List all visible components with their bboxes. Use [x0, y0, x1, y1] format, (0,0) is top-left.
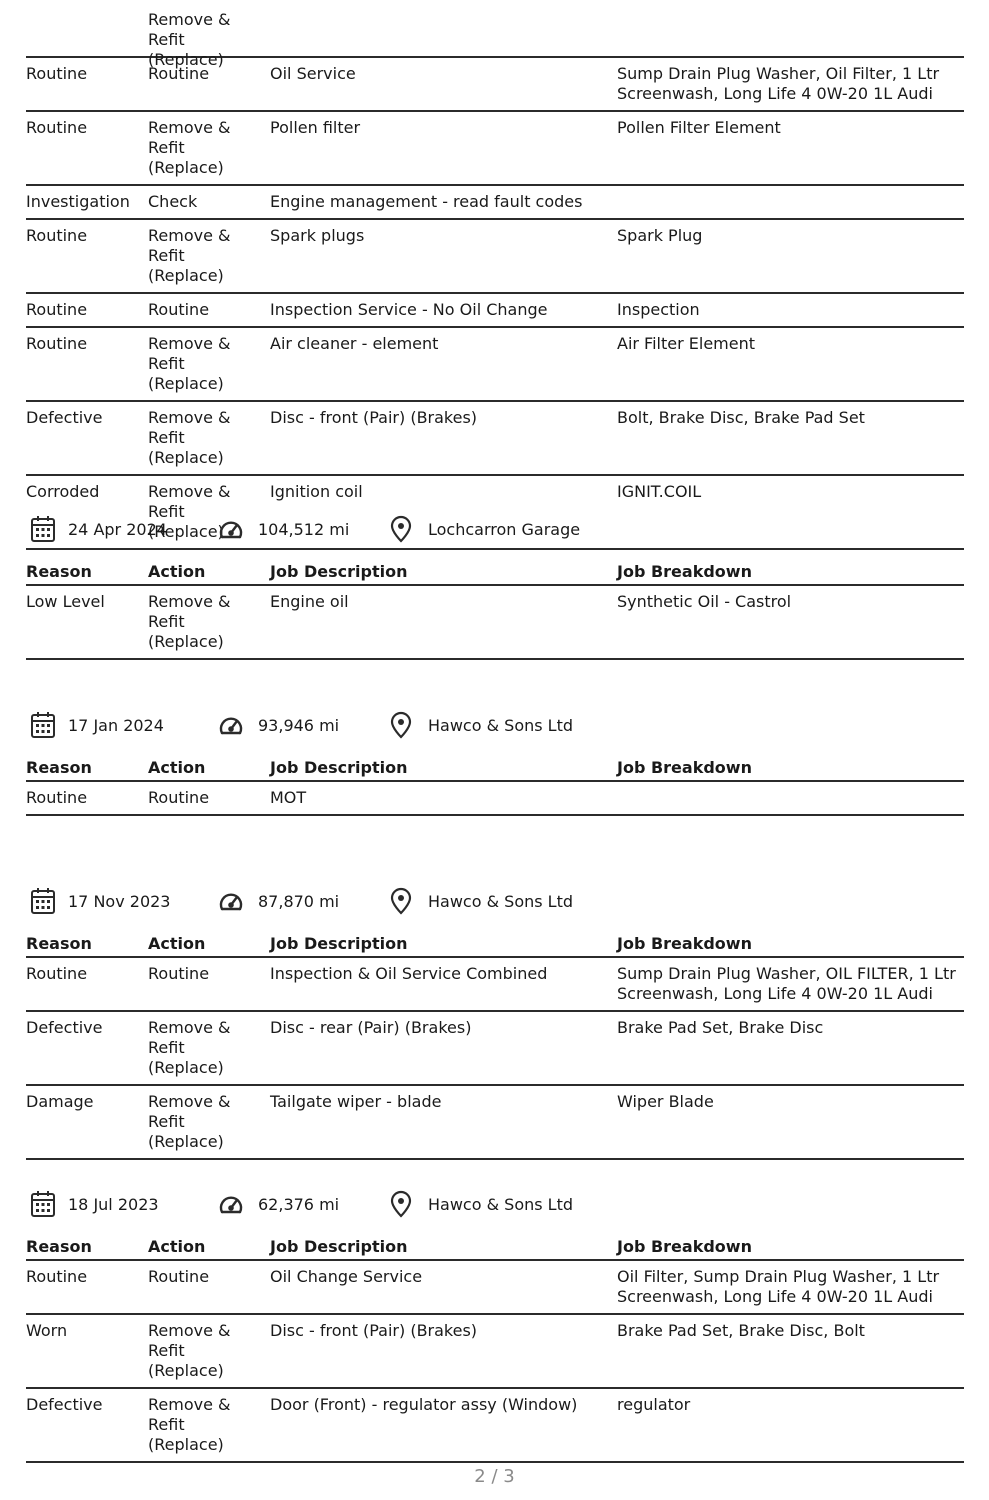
job-description-header: Job Description [270, 1237, 408, 1256]
visit-date: 18 Jul 2023 [68, 1194, 159, 1214]
visit-table [26, 758, 964, 816]
action-cell: Remove & Refit (Replace) [148, 10, 231, 69]
visit-table [26, 934, 964, 1160]
job-breakdown-cell [617, 782, 964, 814]
calendar-icon [30, 515, 56, 543]
reason-header: Reason [26, 758, 92, 777]
job-breakdown-cell: regulator [617, 1395, 691, 1414]
job-description-header: Job Description [270, 934, 408, 953]
action-header: Action [148, 934, 206, 953]
job-description-cell: Oil Change Service [270, 1267, 423, 1286]
job-breakdown-header: Job Breakdown [617, 1237, 752, 1256]
job-description-cell: Door (Front) - regulator assy (Window) [270, 1395, 578, 1414]
action-cell: Remove & Refit (Replace) [148, 226, 231, 285]
job-description-cell: Engine oil [270, 592, 349, 611]
speedometer-icon [218, 1190, 244, 1218]
table-row [26, 1086, 964, 1160]
job-breakdown-cell: IGNIT.COIL [617, 482, 702, 501]
visit-garage: Hawco & Sons Ltd [428, 891, 574, 911]
reason-cell: Routine [26, 300, 88, 319]
job-breakdown-header: Job Breakdown [617, 758, 752, 777]
map-pin-icon [388, 887, 414, 915]
reason-cell: Defective [26, 1395, 103, 1414]
table-row [26, 782, 964, 816]
visit-garage: Lochcarron Garage [428, 519, 581, 539]
action-header: Action [148, 1237, 206, 1256]
job-breakdown-cell: Synthetic Oil - Castrol [617, 592, 792, 611]
visit-date: 17 Jan 2024 [68, 715, 164, 735]
table-row [26, 328, 964, 402]
job-breakdown-cell: Brake Pad Set, Brake Disc, Bolt [617, 1321, 865, 1340]
table-header [26, 1237, 964, 1261]
speedometer-icon [218, 515, 244, 543]
table-header [26, 758, 964, 782]
reason-cell: Worn [26, 1321, 68, 1340]
job-description-cell: Tailgate wiper - blade [270, 1092, 442, 1111]
visit-meta [30, 1189, 573, 1219]
job-description-cell: Pollen filter [270, 118, 361, 137]
job-breakdown-header: Job Breakdown [617, 562, 752, 581]
table-row [26, 402, 964, 476]
table-row [26, 1012, 964, 1086]
job-description-cell: Engine management - read fault codes [270, 192, 583, 211]
action-header: Action [148, 562, 206, 581]
action-cell: Remove & Refit (Replace) [148, 592, 231, 651]
visit-meta [30, 514, 580, 544]
map-pin-icon [388, 515, 414, 543]
table-row [26, 0, 964, 69]
job-description-cell: Air cleaner - element [270, 334, 439, 353]
reason-header: Reason [26, 562, 92, 581]
job-description-header: Job Description [270, 562, 408, 581]
visit-garage: Hawco & Sons Ltd [428, 715, 574, 735]
job-breakdown-cell: Air Filter Element [617, 334, 756, 353]
visit-mileage: 93,946 mi [258, 715, 340, 735]
action-cell: Remove & Refit (Replace) [148, 334, 231, 393]
reason-cell: Routine [26, 118, 88, 137]
action-cell: Routine [148, 964, 210, 983]
map-pin-icon [388, 1190, 414, 1218]
job-description-cell: Ignition coil [270, 482, 363, 501]
reason-cell: Routine [26, 964, 88, 983]
reason-header: Reason [26, 1237, 92, 1256]
job-breakdown-cell: Wiper Blade [617, 1092, 714, 1111]
job-breakdown-cell: Oil Filter, Sump Drain Plug Washer, 1 Ltr Screenwash, Long Life 4 0W-20 1L Audi [617, 1267, 940, 1306]
job-breakdown-cell: Sump Drain Plug Washer, Oil Filter, 1 Ltr Screenwash, Long Life 4 0W-20 1L Audi [617, 64, 940, 103]
job-description-cell: Oil Service [270, 64, 356, 83]
reason-cell: Investigation [26, 192, 130, 211]
action-header: Action [148, 758, 206, 777]
table-row [26, 58, 964, 112]
visit-mileage: 104,512 mi [258, 519, 350, 539]
action-cell: Check [148, 192, 198, 211]
action-cell: Routine [148, 300, 210, 319]
page-indicator: 2 / 3 [474, 1466, 515, 1487]
action-cell: Remove & Refit (Replace) [148, 118, 231, 177]
reason-header: Reason [26, 934, 92, 953]
job-breakdown-cell: Brake Pad Set, Brake Disc [617, 1018, 824, 1037]
reason-cell: Routine [26, 1267, 88, 1286]
table-header [26, 562, 964, 586]
reason-cell: Routine [26, 64, 88, 83]
visit-table [26, 562, 964, 660]
job-breakdown-cell: Spark Plug [617, 226, 703, 245]
job-description-header: Job Description [270, 758, 408, 777]
action-cell: Remove & Refit (Replace) [148, 408, 231, 467]
table-row [26, 1261, 964, 1315]
job-breakdown-header: Job Breakdown [617, 934, 752, 953]
map-pin-icon [388, 711, 414, 739]
table-row [26, 1315, 964, 1389]
table-row [26, 1389, 964, 1463]
table-row [26, 958, 964, 1012]
table-row [26, 586, 964, 660]
reason-cell: Defective [26, 1018, 103, 1037]
speedometer-icon [218, 711, 244, 739]
visit-garage: Hawco & Sons Ltd [428, 1194, 574, 1214]
visit-meta [30, 886, 573, 916]
visit-date: 17 Nov 2023 [68, 891, 171, 911]
job-description-cell: Disc - front (Pair) (Brakes) [270, 408, 478, 427]
table-row [26, 112, 964, 186]
table-row [26, 220, 964, 294]
visit-meta [30, 710, 573, 740]
calendar-icon [30, 711, 56, 739]
reason-cell: Corroded [26, 482, 100, 501]
job-breakdown-cell: Bolt, Brake Disc, Brake Pad Set [617, 408, 865, 427]
reason-cell: Routine [26, 226, 88, 245]
action-cell: Remove & Refit (Replace) [148, 1395, 231, 1454]
action-cell: Remove & Refit (Replace) [148, 1092, 231, 1151]
table-row [26, 294, 964, 328]
table-header [26, 934, 964, 958]
visit-date: 24 Apr 2024 [68, 519, 167, 539]
job-description-cell: MOT [270, 788, 307, 807]
previous-table-fragment [26, 0, 964, 550]
job-description-cell: Disc - front (Pair) (Brakes) [270, 1321, 478, 1340]
action-cell: Remove & Refit (Replace) [148, 482, 231, 541]
action-cell: Remove & Refit (Replace) [148, 1321, 231, 1380]
speedometer-icon [218, 887, 244, 915]
reason-cell: Defective [26, 408, 103, 427]
reason-cell: Damage [26, 1092, 94, 1111]
reason-cell: Low Level [26, 592, 105, 611]
table-row [26, 186, 964, 220]
visit-mileage: 62,376 mi [258, 1194, 340, 1214]
calendar-icon [30, 1190, 56, 1218]
job-breakdown-cell: Inspection [617, 300, 700, 319]
job-breakdown-cell [617, 186, 964, 218]
reason-cell: Routine [26, 788, 88, 807]
job-description-cell: Inspection & Oil Service Combined [270, 964, 548, 983]
action-cell: Remove & Refit (Replace) [148, 1018, 231, 1077]
job-description-cell: Inspection Service - No Oil Change [270, 300, 548, 319]
visit-mileage: 87,870 mi [258, 891, 340, 911]
action-cell: Routine [148, 788, 210, 807]
action-cell: Routine [148, 1267, 210, 1286]
job-description-cell: Disc - rear (Pair) (Brakes) [270, 1018, 472, 1037]
job-breakdown-cell: Sump Drain Plug Washer, OIL FILTER, 1 Ltr Screenwash, Long Life 4 0W-20 1L Audi [617, 964, 956, 1003]
visit-table [26, 1237, 964, 1463]
calendar-icon [30, 887, 56, 915]
reason-cell: Routine [26, 334, 88, 353]
job-description-cell: Spark plugs [270, 226, 365, 245]
action-cell: Routine [148, 64, 210, 83]
job-breakdown-cell: Pollen Filter Element [617, 118, 781, 137]
